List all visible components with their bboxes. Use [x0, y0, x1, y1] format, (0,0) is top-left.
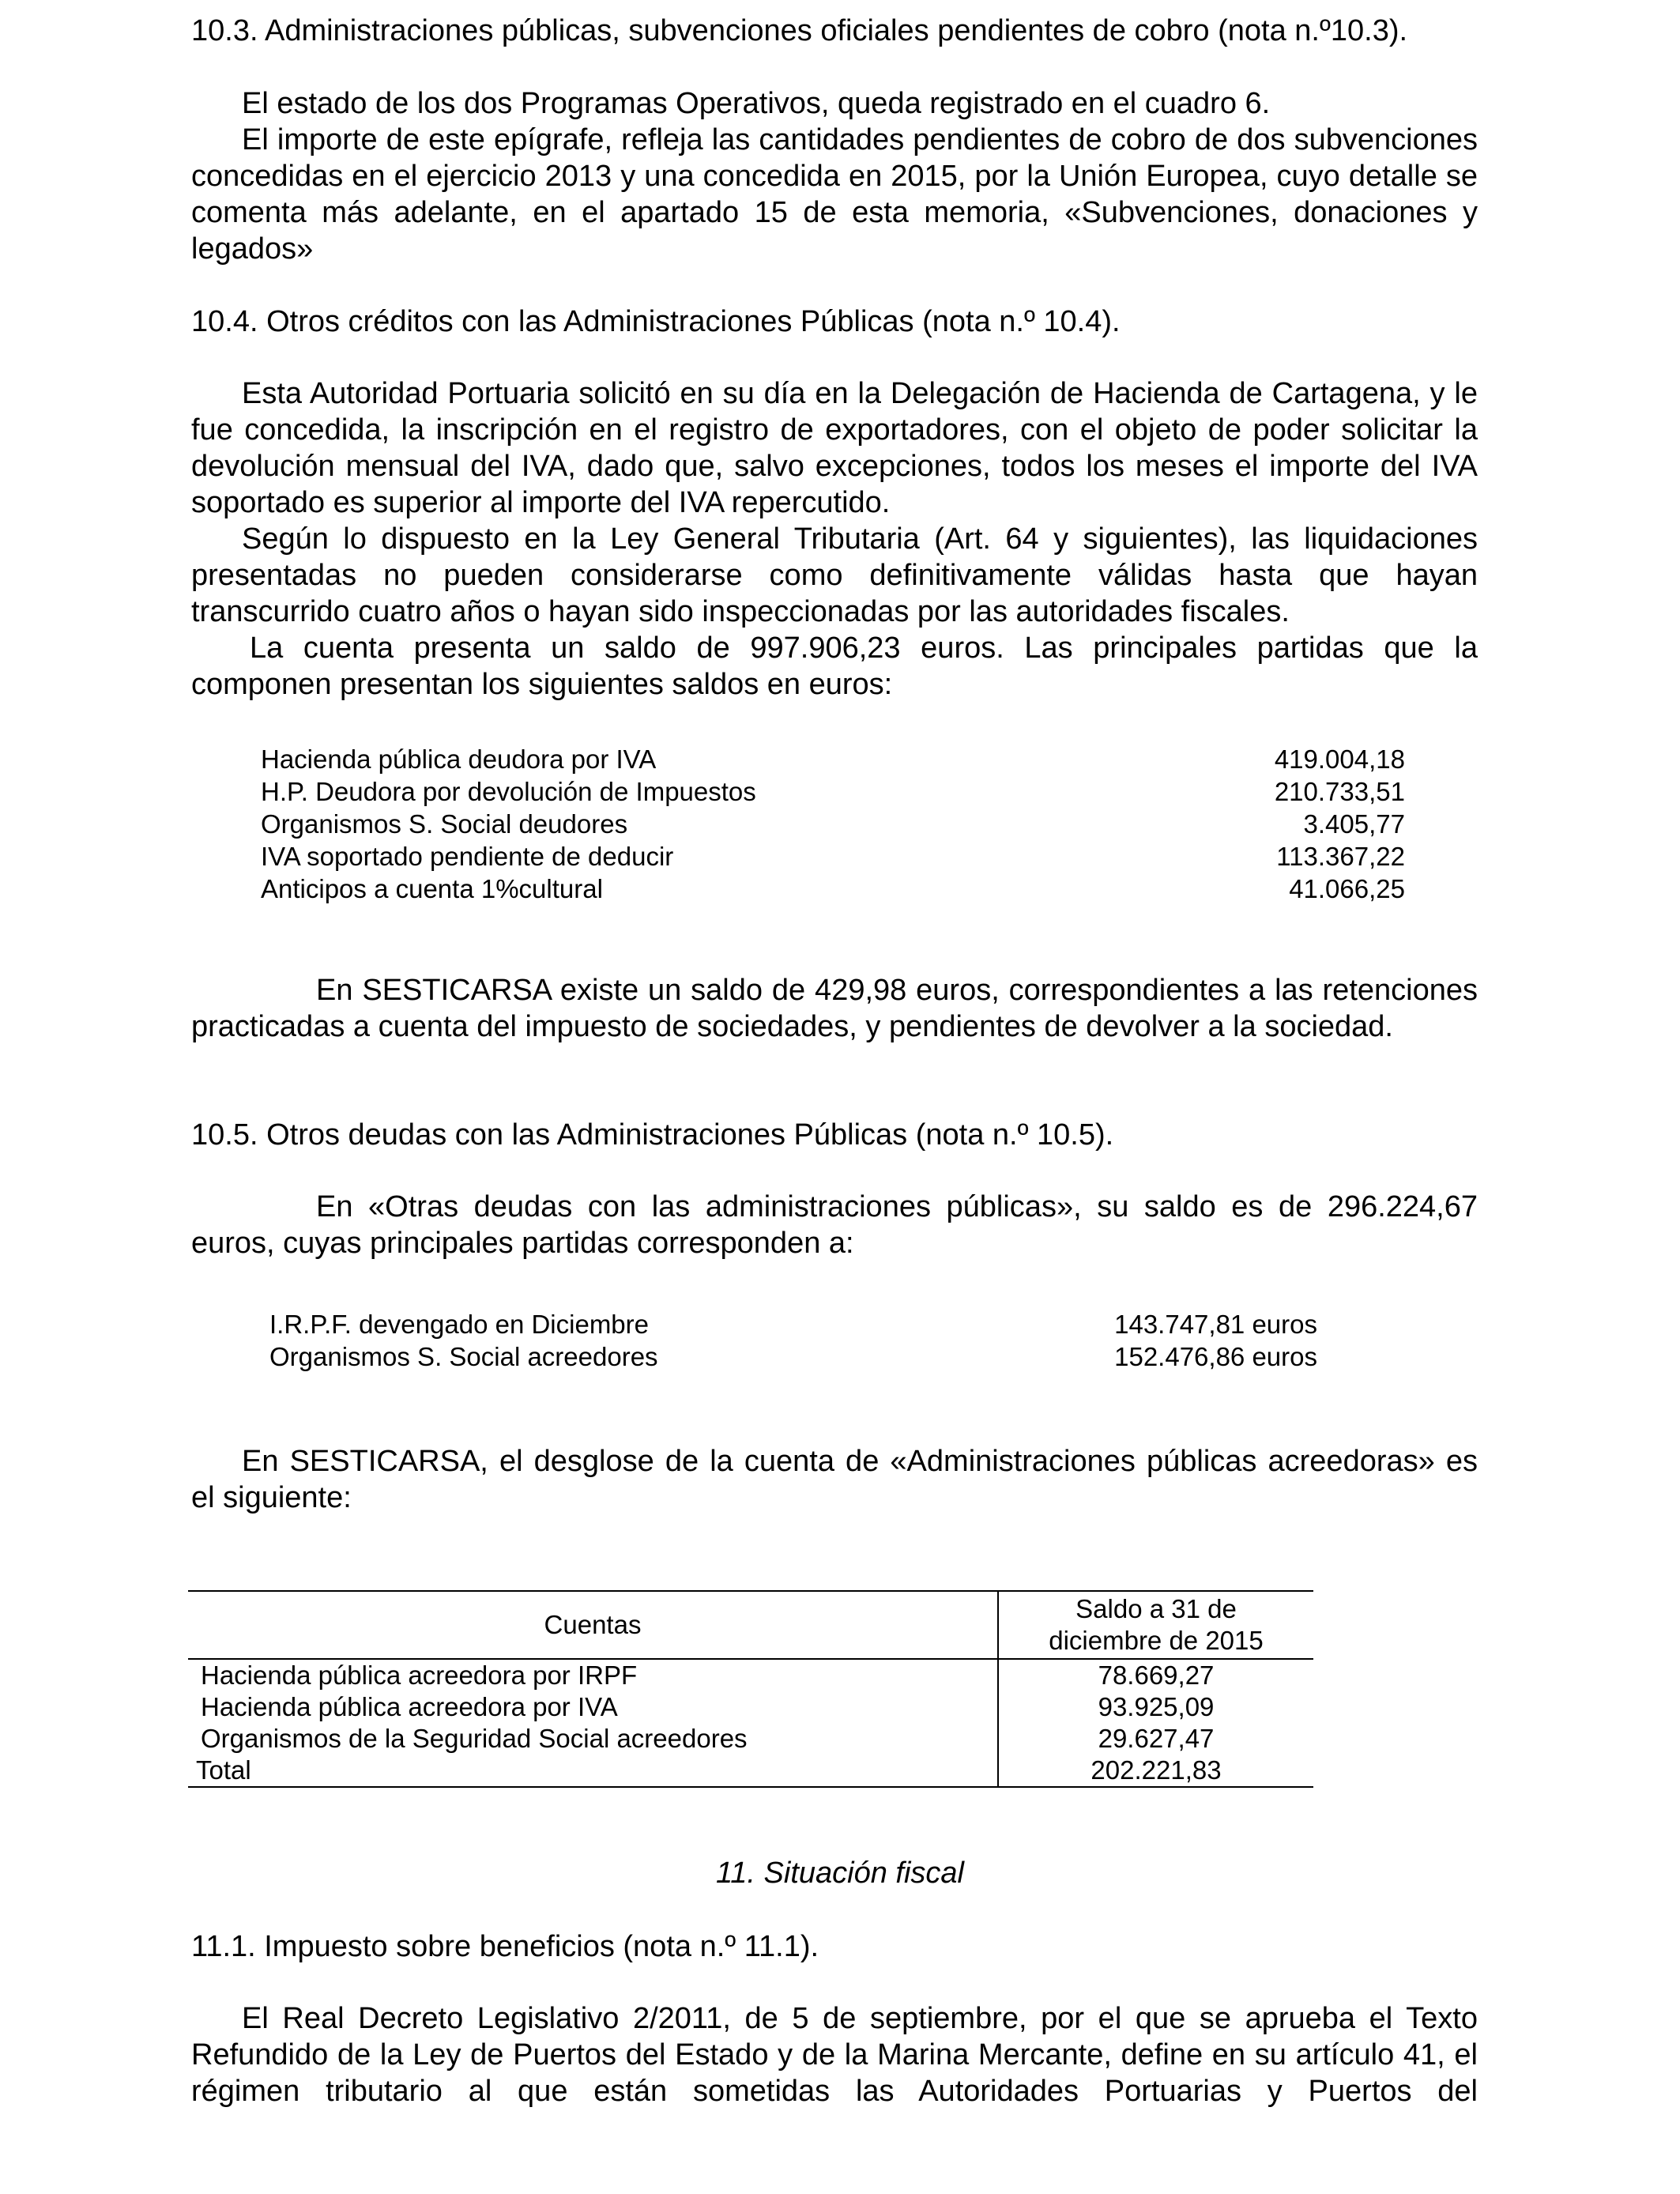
paragraph-11-1-1: El Real Decreto Legislativo 2/2011, de 5 de septiembre, por el que se aprueba el Texto Refundido de la Ley de Puertos del Estado y de la Marina Mercante, define en su artículo 41, el régimen tributario al que están sometidas las Autoridades Portuarias y Puertos del: [191, 2002, 1478, 2108]
section-title-11: 11. Situación fiscal: [715, 1857, 965, 1890]
paragraph-10-5-1: En «Otras deudas con las administraciones públicas», su saldo es de 296.224,67 euros, cuyas principales partidas corresponden a:: [191, 1190, 1478, 1260]
heading-10-5: 10.5. Otros deudas con las Administraciones Públicas (nota n.º 10.5).: [191, 1118, 1114, 1152]
heading-10-4: 10.4. Otros créditos con las Administraciones Públicas (nota n.º 10.4).: [191, 305, 1121, 338]
paragraph-10-5-2: En SESTICARSA, el desglose de la cuenta de «Administraciones públicas acreedoras» es el siguiente:: [191, 1445, 1478, 1514]
paragraph-10-3-2: El importe de este epígrafe, refleja las cantidades pendientes de cobro de dos subvenciones concedidas en el ejercicio 2013 y una concedida en 2015, por la Unión Europea, cuyo detalle se comenta más adelante, en el apartado 15 de esta memoria, «Subvenciones, donaciones y legados»: [191, 123, 1478, 266]
paragraph-10-4-4: En SESTICARSA existe un saldo de 429,98 euros, correspondientes a las retenciones practicadas a cuenta del impuesto de sociedades, y pendientes de devolver a la sociedad.: [191, 974, 1478, 1043]
paragraph-10-4-1: Esta Autoridad Portuaria solicitó en su día en la Delegación de Hacienda de Cartagena, y le fue concedida, la inscripción en el registro de exportadores, con el objeto de poder solicitar la devolución mensual del IVA, dado que, salvo excepciones, todos los meses el importe del IVA soportado es superior al importe del IVA repercutido.: [191, 377, 1478, 519]
heading-10-3: 10.3. Administraciones públicas, subvenciones oficiales pendientes de cobro (nota n.º10.3).: [191, 14, 1408, 47]
list-item: IVA soportado pendiente de deducir 113.367,22: [261, 842, 1405, 871]
table-header-row: [188, 1591, 1313, 1659]
list-item: I.R.P.F. devengado en Diciembre 143.747,81 euros: [269, 1310, 1317, 1339]
paragraph-10-3-1: El estado de los dos Programas Operativos, queda registrado en el cuadro 6.: [242, 87, 1271, 120]
column-header-balance: Saldo a 31 de diciembre de 2015: [998, 1591, 1313, 1659]
heading-11-1: 11.1. Impuesto sobre beneficios (nota n.º 11.1).: [191, 1930, 819, 1963]
list-item: Organismos S. Social deudores 3.405,77: [261, 809, 1405, 839]
paragraph-10-4-3: [191, 630, 1478, 703]
column-header-accounts: Cuentas: [188, 1591, 998, 1659]
creditor-balances-list: [269, 1308, 1317, 1373]
paragraph-10-4-2: Según lo dispuesto en la Ley General Tributaria (Art. 64 y siguientes), las liquidaciones presentadas no pueden considerarse como definitivamente válidas hasta que hayan transcurrido cuatro años o hayan sido inspeccionadas por las autoridades fiscales.: [191, 522, 1478, 628]
table-row: Hacienda pública acreedora por IRPF 78.669,27: [188, 1659, 1313, 1691]
debtor-balances-list: [261, 743, 1405, 905]
paragraph-10-4-3-line-2: componen presentan los siguientes saldos en euros:: [191, 668, 893, 701]
list-item: Organismos S. Social acreedores 152.476,86 euros: [269, 1342, 1317, 1371]
paragraph-10-4-3-line-1: La cuenta presenta un saldo de 997.906,23 euros. Las principales partidas que la: [250, 631, 1478, 665]
table-row-total: Total 202.221,83: [188, 1755, 1313, 1787]
table-row: Hacienda pública acreedora por IVA 93.925,09: [188, 1691, 1313, 1723]
balance-table: [188, 1590, 1313, 1788]
table-row: Organismos de la Seguridad Social acreedores 29.627,47: [188, 1723, 1313, 1755]
list-item: Anticipos a cuenta 1%cultural 41.066,25: [261, 874, 1405, 903]
list-item: Hacienda pública deudora por IVA 419.004,18: [261, 745, 1405, 774]
list-item: H.P. Deudora por devolución de Impuestos 210.733,51: [261, 777, 1405, 806]
